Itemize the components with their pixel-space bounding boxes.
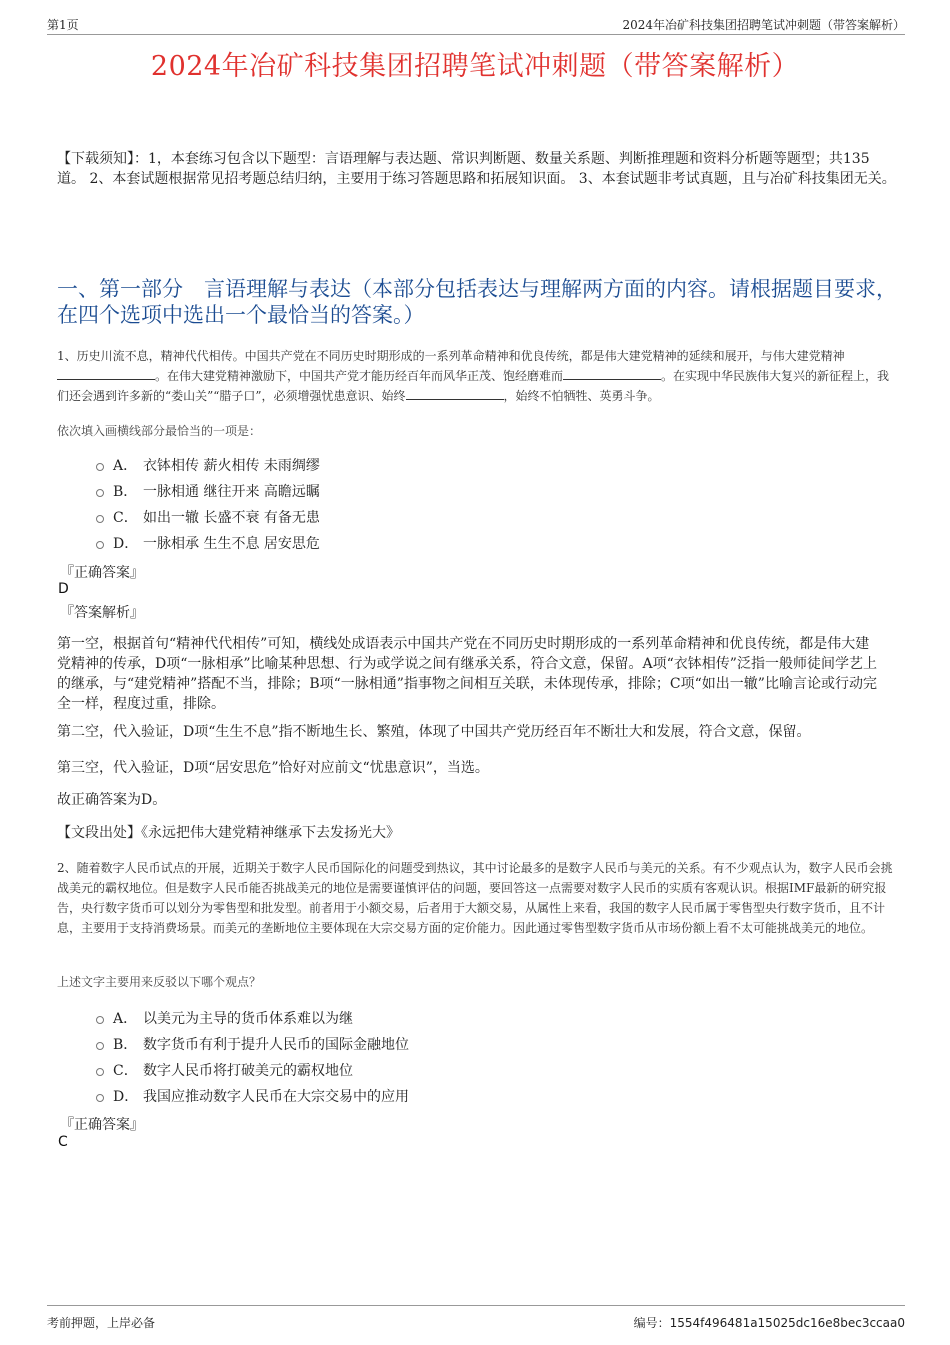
question-1-part-a: 1、历史川流不息，精神代代相传。中国共产党在不同历史时期形成的一系列革命精神和优良传统，都是伟大建党精神的延续和展开，与伟大建党精神 <box>57 349 845 363</box>
section-title: 一、第一部分 言语理解与表达（本部分包括表达与理解两方面的内容。请根据题目要求，在四个选项中选出一个最恰当的答案。） <box>57 277 897 327</box>
document-title: 2024年冶矿科技集团招聘笔试冲刺题（带答案解析） <box>150 51 800 82</box>
question-2-prompt: 上述文字主要用来反驳以下哪个观点？ <box>57 975 262 989</box>
analysis-paragraph: 第一空，根据首句“精神代代相传”可知，横线处成语表示中国共产党在不同历史时期形成的一系列革命精神和优良传统，都是伟大建党精神的传承，D项“一脉相承”比喻某种思想、行为或学说之间有继承关系，符合文意，保留。A项“衣钵相传”泛指一般师徒间学艺上的继承，与“建党精神”搭配不当，排除；B项“一脉相通”指事物之间相互关联，未体现传承，排除；C项“如出一辙”比喻言论或行动完全一样，程度过重，排除。 <box>57 636 877 712</box>
page-footer <box>47 1305 905 1328</box>
answer-label: 『正确答案』 <box>60 1117 144 1133</box>
option-a[interactable] <box>96 452 320 478</box>
option-d[interactable] <box>96 1083 409 1109</box>
option-letter: B． <box>113 1037 138 1053</box>
analysis-paragraph: 第二空，代入验证，D项“生生不息”指不断地生长、繁殖，体现了中国共产党历经百年不断壮大和发展，符合文意，保留。 <box>57 724 811 740</box>
analysis-label: 『答案解析』 <box>60 605 144 621</box>
option-letter: A． <box>113 458 138 474</box>
fill-blank <box>57 366 155 380</box>
code-value: 1554f496481a15025dc16e8bec3ccaa0 <box>669 1316 905 1330</box>
download-notice: 【下载须知】：1，本套练习包含以下题型：言语理解与表达题、常识判断题、数量关系题、判断推理题和资料分析题等题型；共135道。 2、本套试题根据常见招考题总结归纳，主要用于练习答题思路和拓展知识面。 3、本套试题非考试真题，且与冶矿科技集团无关。 <box>57 151 896 187</box>
option-c[interactable] <box>96 504 320 530</box>
question-1-part-d: ，始终不怕牺牲、英勇斗争。 <box>503 389 660 403</box>
question-1-options <box>96 452 320 556</box>
page-number: 第1页 <box>47 18 79 32</box>
option-letter: D． <box>113 536 139 552</box>
answer-label: 『正确答案』 <box>60 565 144 581</box>
fill-blank <box>406 386 504 400</box>
radio-button[interactable] <box>96 541 104 549</box>
radio-button[interactable] <box>96 515 104 523</box>
option-text: 如出一辙 长盛不衰 有备无患 <box>143 510 320 526</box>
question-2-text: 2、随着数字人民币试点的开展，近期关于数字人民币国际化的问题受到热议，其中讨论最多的是数字人民币与美元的关系。有不少观点认为，数字人民币会挑战美元的霸权地位。但是数字人民币能否挑战美元的地位是需要谨慎评估的问题，要回答这一点需要对数字人民币的实质有客观认识。根据IMF最新的研究报告，央行数字货币可以划分为零售型和批发型。前者用于小额交易，后者用于大额交易，从属性上来看，我国的数字人民币属于零售型央行数字货币，且不计息，主要用于支持消费场景。而美元的垄断地位主要体现在大宗交易方面的定价能力。因此通过零售型数字货币从市场份额上看不太可能挑战美元的地位。 <box>57 861 893 935</box>
radio-button[interactable] <box>96 1016 104 1024</box>
question-2-options <box>96 1005 409 1109</box>
option-letter: C． <box>113 510 138 526</box>
analysis-paragraph: 第三空，代入验证，D项“居安思危”恰好对应前文“忧患意识”，当选。 <box>57 760 489 776</box>
radio-button[interactable] <box>96 463 104 471</box>
option-text: 数字货币有利于提升人民币的国际金融地位 <box>143 1037 409 1053</box>
question-1-text <box>57 346 897 406</box>
option-b[interactable] <box>96 1031 409 1057</box>
option-a[interactable] <box>96 1005 409 1031</box>
fill-blank <box>563 366 661 380</box>
header-doc-name: 2024年冶矿科技集团招聘笔试冲刺题（带答案解析） <box>622 18 905 32</box>
option-text: 数字人民币将打破美元的霸权地位 <box>143 1063 353 1079</box>
option-c[interactable] <box>96 1057 409 1083</box>
option-letter: D． <box>113 1089 139 1105</box>
footer-code <box>634 1314 905 1331</box>
question-1-part-b: 。在伟大建党精神激励下，中国共产党才能历经百年而风华正茂、饱经磨难而 <box>155 369 564 383</box>
option-letter: A． <box>113 1011 138 1027</box>
analysis-paragraph: 故正确答案为D。 <box>57 792 167 808</box>
option-letter: C． <box>113 1063 138 1079</box>
question-1-part-c: 。在实现中华民族伟大复兴的新征程上，我们还会遇到许多新的“娄山关”“腊子口”，必须增强忧患意识、始终 <box>57 369 890 403</box>
radio-button[interactable] <box>96 1068 104 1076</box>
option-d[interactable] <box>96 530 320 556</box>
option-text: 一脉相承 生生不息 居安思危 <box>143 536 320 552</box>
page-header <box>47 14 905 35</box>
option-text: 以美元为主导的货币体系难以为继 <box>143 1011 353 1027</box>
option-letter: B． <box>113 484 138 500</box>
radio-button[interactable] <box>96 1094 104 1102</box>
option-text: 一脉相通 继往开来 高瞻远瞩 <box>143 484 320 500</box>
code-label: 编号： <box>633 1316 670 1330</box>
option-text: 衣钵相传 薪火相传 未雨绸缪 <box>143 458 320 474</box>
option-text: 我国应推动数字人民币在大宗交易中的应用 <box>143 1089 409 1105</box>
question-1-prompt: 依次填入画横线部分最恰当的一项是： <box>57 424 262 438</box>
option-b[interactable] <box>96 478 320 504</box>
radio-button[interactable] <box>96 1042 104 1050</box>
correct-answer: D <box>58 581 69 597</box>
radio-button[interactable] <box>96 489 104 497</box>
source-citation: 【文段出处】《永远把伟大建党精神继承下去发扬光大》 <box>57 825 400 841</box>
footer-slogan: 考前押题，上岸必备 <box>47 1316 156 1330</box>
correct-answer: C <box>58 1134 68 1150</box>
